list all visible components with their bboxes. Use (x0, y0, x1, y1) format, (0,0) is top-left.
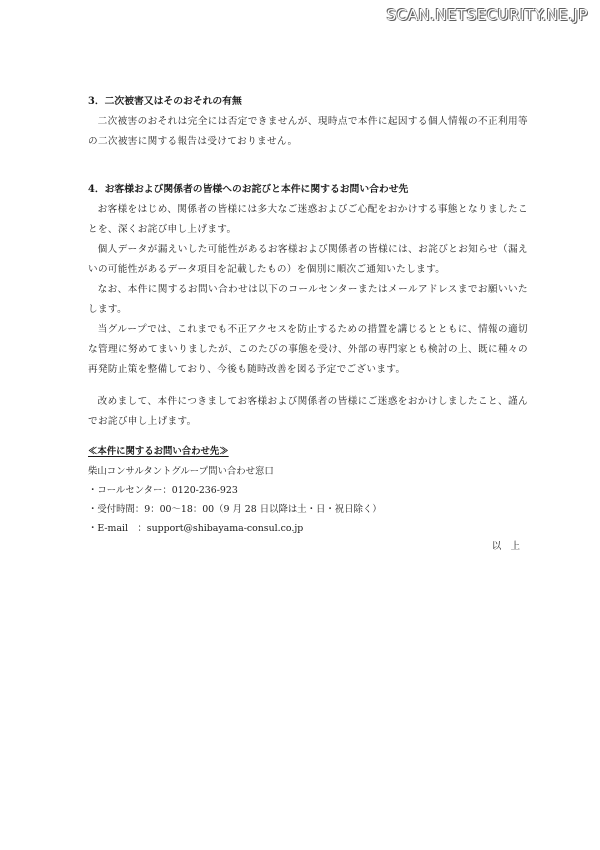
document-body (88, 92, 528, 556)
section-4 (88, 180, 528, 380)
contact-block (88, 442, 528, 538)
section-4-heading: 4．お客様および関係者の皆様へのお詫びと本件に関するお問い合わせ先 (88, 184, 409, 195)
section-3-paragraph: 二次被害のおそれは完全には否定できませんが、現時点で本件に起因する個人情報の不正利用等の二次被害に関する報告は受けておりません。 (88, 116, 528, 147)
contact-org: 柴山コンサルタントグループ問い合わせ窓口 (88, 466, 274, 477)
spacer (88, 432, 528, 442)
section-3-heading: 3．二次被害又はそのおそれの有無 (88, 96, 242, 107)
end-mark: 以 上 (491, 541, 520, 552)
section-4-paragraph-prevention: 当グループでは、これまでも不正アクセスを防止するための措置を講じるとともに、情報の適切な管理に努めてまいりましたが、このたびの事態を受け、外部の専門家とも検討の上、既に種々の再発防止策を整備しており、今後も随時改善を図る予定でございます。 (88, 324, 528, 375)
section-4-paragraph-notification: 個人データが漏えいした可能性があるお客様および関係者の皆様には、お詫びとお知らせ（漏えいの可能性があるデータ項目を記載したもの）を個別に順次ご通知いたします。 (88, 244, 528, 275)
contact-hours: ・受付時間：9：00～18：00（9 月 28 日以降は土・日・祝日除く） (88, 504, 382, 515)
spacer (88, 152, 528, 180)
contact-email: ・E-mail ：support@shibayama-consul.co.jp (88, 523, 304, 534)
watermark: SCAN.NETSECURITY.NE.JP (386, 6, 588, 24)
section-3 (88, 92, 528, 152)
section-4-paragraph-apology: お客様をはじめ、関係者の皆様には多大なご迷惑およびご心配をおかけする事態となりましたことを、深くお詫び申し上げます。 (88, 204, 528, 235)
closing-paragraph: 改めまして、本件につきましてお客様および関係者の皆様にご迷惑をおかけしましたこと、謹んでお詫び申し上げます。 (88, 396, 528, 427)
contact-call-center: ・コールセンター：0120-236-923 (88, 485, 238, 496)
contact-title: ≪本件に関するお問い合わせ先≫ (88, 446, 229, 457)
spacer (88, 380, 528, 392)
section-4-paragraph-inquiries: なお、本件に関するお問い合わせは以下のコールセンターまたはメールアドレスまでお願いいたします。 (88, 284, 528, 315)
